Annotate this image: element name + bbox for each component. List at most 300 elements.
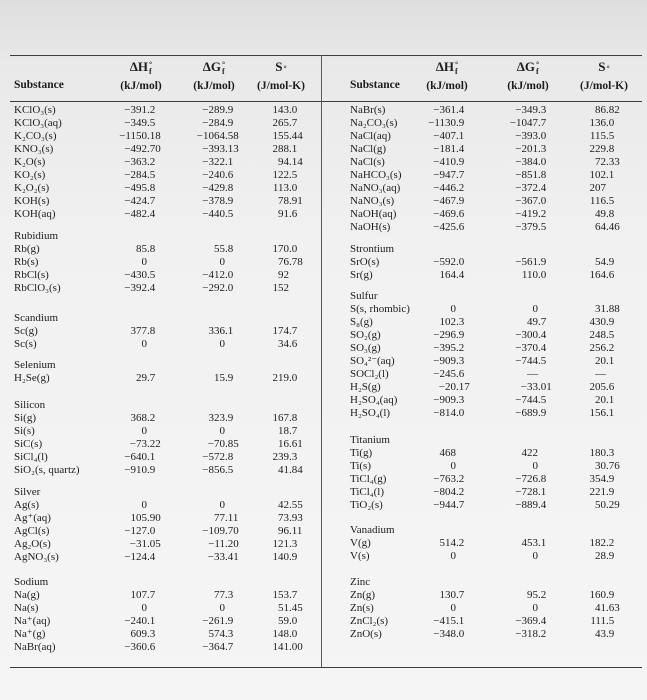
enthalpy-value: [396, 394, 476, 407]
substance-name: H₂SO₄(l): [350, 406, 391, 419]
fraction-part: .3: [225, 588, 234, 601]
fraction-part: .3: [456, 315, 465, 328]
integer-part: 265: [272, 116, 289, 129]
fraction-part: .93: [289, 511, 303, 524]
enthalpy-value: [87, 156, 167, 169]
entropy-value: [229, 372, 309, 385]
fraction-part: .1: [538, 485, 547, 498]
column-unit: (J/mol-K): [580, 80, 628, 92]
integer-part: 182: [589, 536, 606, 549]
entropy-value: [546, 269, 626, 282]
substance-name: Rb(s): [14, 255, 39, 268]
substance-name: NaCl(s): [350, 155, 385, 168]
fraction-part: .0: [147, 524, 156, 537]
integer-part: −360: [124, 640, 147, 653]
fraction-part: .88: [606, 302, 620, 315]
degree-mark: °: [455, 60, 459, 70]
enthalpy-value: [87, 143, 167, 156]
substance-name: NaNO₃(aq): [350, 181, 401, 194]
table-row: [320, 628, 647, 641]
table-row: [0, 130, 320, 143]
substance-name: KO₂(s): [14, 168, 46, 181]
fraction-part: .63: [606, 601, 620, 614]
integer-part: −322: [202, 155, 225, 168]
integer-part: 91: [278, 207, 289, 220]
integer-part: 155: [272, 129, 289, 142]
table-row: [0, 338, 320, 351]
fraction-part: .5: [538, 354, 547, 367]
integer-part: 18: [278, 424, 289, 437]
integer-part: 136: [589, 116, 606, 129]
entropy-value: [229, 425, 309, 438]
integer-part: −763: [433, 472, 456, 485]
integer-part: 34: [278, 337, 289, 350]
enthalpy-value: [87, 512, 167, 525]
fraction-part: .55: [289, 498, 303, 511]
enthalpy-value: [396, 615, 476, 628]
integer-part: −349: [515, 103, 538, 116]
integer-part: −407: [433, 129, 456, 142]
integer-part: 167: [272, 411, 289, 424]
substance-name: KOH(s): [14, 194, 50, 207]
fraction-part: .4: [538, 328, 547, 341]
fraction-part: .7: [289, 116, 298, 129]
fraction-part: .0: [606, 116, 615, 129]
group-heading-row: [0, 312, 320, 325]
integer-part: −73: [129, 437, 147, 450]
degree-mark: °: [222, 60, 226, 70]
fraction-part: .6: [225, 168, 234, 181]
fraction-part: .7: [147, 194, 156, 207]
integer-part: 51: [278, 601, 289, 614]
group-heading: Scandium: [14, 311, 58, 324]
integer-part: −744: [515, 393, 538, 406]
fraction-part: .45: [289, 601, 303, 614]
fraction-part: .4: [147, 550, 156, 563]
integer-part: −20: [438, 380, 456, 393]
enthalpy-value: [87, 256, 167, 269]
fraction-part: .9: [606, 255, 615, 268]
substance-name: KClO₃(s): [14, 103, 56, 116]
entropy-value: [546, 499, 626, 512]
fraction-part: .7: [289, 588, 298, 601]
fraction-part: .2: [606, 341, 615, 354]
fraction-part: .7: [289, 324, 298, 337]
element-group: [0, 312, 320, 351]
substance-name: Zn(s): [350, 601, 374, 614]
entropy-value: [546, 602, 626, 615]
substance-name: Si(s): [14, 424, 35, 437]
integer-part: 50: [595, 498, 606, 511]
substance-name: Sc(s): [14, 337, 37, 350]
integer-part: 122: [272, 168, 289, 181]
integer-part: 42: [278, 498, 289, 511]
fraction-part: .90: [147, 511, 161, 524]
element-group: [0, 399, 320, 477]
fraction-part: .3: [606, 446, 615, 459]
integer-part: −1064: [196, 129, 225, 142]
fraction-part: .5: [606, 129, 615, 142]
degree-mark: °: [283, 63, 287, 73]
integer-part: −369: [515, 614, 538, 627]
table-row: [0, 117, 320, 130]
formation-subscript: f: [536, 67, 539, 77]
substance-header: Substance: [350, 79, 400, 91]
fraction-part: .3: [456, 354, 465, 367]
fraction-part: .8: [147, 181, 156, 194]
integer-part: 164: [439, 268, 456, 281]
fraction-part: .5: [606, 614, 615, 627]
element-group: [320, 524, 647, 563]
integer-part: −33: [520, 380, 538, 393]
substance-name: V(g): [350, 536, 371, 549]
integer-part: −415: [433, 614, 456, 627]
fraction-part: .0: [538, 155, 547, 168]
integer-part: 0: [141, 424, 147, 437]
entropy-value: [229, 256, 309, 269]
entropy-value: [546, 381, 626, 394]
integer-part: 0: [219, 337, 225, 350]
table-row: [0, 282, 320, 295]
symbol-text: ΔG: [202, 59, 222, 74]
fraction-part: .7: [147, 588, 156, 601]
integer-part: −31: [129, 537, 147, 550]
integer-part: 113: [272, 181, 289, 194]
fraction-part: .11: [225, 511, 239, 524]
fraction-part: .3: [538, 103, 547, 116]
integer-part: 116: [589, 194, 606, 207]
integer-part: 54: [595, 255, 606, 268]
entropy-value: [546, 256, 626, 269]
integer-part: 156: [589, 406, 606, 419]
integer-part: −856: [202, 463, 225, 476]
enthalpy-value: [87, 169, 167, 182]
entropy-value: [229, 182, 309, 195]
fraction-part: .9: [225, 614, 234, 627]
integer-part: 0: [141, 255, 147, 268]
entropy-value: [229, 338, 309, 351]
table-row: [0, 425, 320, 438]
fraction-part: .1: [606, 393, 615, 406]
integer-part: 16: [278, 437, 289, 450]
substance-name: AgNO₃(s): [14, 550, 59, 563]
fraction-part: .5: [606, 194, 615, 207]
table-row: [320, 473, 647, 486]
fraction-part: .2: [147, 103, 156, 116]
table-row: [0, 143, 320, 156]
integer-part: −289: [202, 103, 225, 116]
element-group: [0, 576, 320, 654]
integer-part: 20: [595, 393, 606, 406]
fraction-part: .13: [225, 142, 239, 155]
fraction-part: .1: [289, 142, 298, 155]
table-row: [320, 447, 647, 460]
enthalpy-value: [396, 460, 476, 473]
table-row: [320, 537, 647, 550]
integer-part: 336: [208, 324, 225, 337]
fraction-part: .6: [456, 207, 465, 220]
column-unit: (kJ/mol): [120, 80, 162, 92]
entropy-value: [546, 473, 626, 486]
integer-part: 430: [589, 315, 606, 328]
entropy-value: [546, 407, 626, 420]
enthalpy-value: [396, 156, 476, 169]
entropy-value: [229, 512, 309, 525]
table-row: [320, 381, 647, 394]
substance-name: Sc(g): [14, 324, 38, 337]
integer-part: −370: [515, 341, 538, 354]
fraction-part: .0: [456, 255, 465, 268]
fraction-part: .0: [289, 371, 298, 384]
enthalpy-value: [396, 602, 476, 615]
integer-part: 164: [589, 268, 606, 281]
table-row: [0, 641, 320, 654]
fraction-part: .0: [289, 181, 298, 194]
fraction-part: .0: [225, 281, 234, 294]
enthalpy-value: [396, 117, 476, 130]
integer-part: 102: [589, 168, 606, 181]
table-row: [320, 394, 647, 407]
enthalpy-value: [87, 628, 167, 641]
integer-part: −640: [124, 450, 147, 463]
table-row: [320, 156, 647, 169]
fraction-part: .8: [606, 207, 615, 220]
table-row: [0, 325, 320, 338]
integer-part: −430: [124, 268, 147, 281]
integer-part: −1130: [428, 116, 456, 129]
table-row: [0, 256, 320, 269]
fraction-part: .8: [147, 242, 156, 255]
substance-name: ZnCl₂(s): [350, 614, 389, 627]
integer-part: −300: [515, 328, 538, 341]
table-row: [320, 208, 647, 221]
fraction-part: .5: [225, 207, 234, 220]
enthalpy-value: [396, 628, 476, 641]
enthalpy-value: [396, 355, 476, 368]
integer-part: −944: [433, 498, 456, 511]
substance-name: NaBr(s): [350, 103, 386, 116]
enthalpy-value: [396, 381, 476, 394]
table-row: [320, 486, 647, 499]
fraction-part: .70: [147, 142, 161, 155]
table-row: [0, 269, 320, 282]
substance-name: Ti(g): [350, 446, 373, 459]
fraction-part: .2: [538, 207, 547, 220]
symbol-text: ΔH: [435, 59, 455, 74]
entropy-value: [229, 464, 309, 477]
fraction-part: .2: [456, 341, 465, 354]
integer-part: −424: [124, 194, 147, 207]
fraction-part: .58: [225, 129, 239, 142]
fraction-part: .9: [456, 194, 465, 207]
fraction-part: .9: [289, 550, 298, 563]
group-heading-row: [0, 486, 320, 499]
table-row: [320, 143, 647, 156]
entropy-value: [229, 156, 309, 169]
table-row: [0, 615, 320, 628]
substance-name: SiO₂(s, quartz): [14, 463, 80, 476]
integer-part: −384: [515, 155, 538, 168]
fraction-part: .8: [538, 472, 547, 485]
fraction-part: .0: [538, 129, 547, 142]
entropy-value: [546, 156, 626, 169]
entropy-value: [229, 412, 309, 425]
integer-part: 77: [214, 511, 225, 524]
fraction-part: .0: [289, 627, 298, 640]
entropy-value: [229, 130, 309, 143]
integer-part: 92: [278, 268, 289, 281]
fraction-part: .4: [147, 207, 156, 220]
symbol-text: ΔH: [129, 59, 149, 74]
table-row: [320, 117, 647, 130]
integer-part: 219: [272, 371, 289, 384]
substance-name: TiCl₄(g): [350, 472, 387, 485]
fraction-part: .17: [456, 380, 470, 393]
table-row: [320, 130, 647, 143]
substance-name: S₈(g): [350, 315, 373, 328]
integer-part: −728: [515, 485, 538, 498]
table-row: [320, 589, 647, 602]
substance-name: KNO₃(s): [14, 142, 54, 155]
fraction-part: .5: [538, 220, 547, 233]
integer-part: −284: [124, 168, 147, 181]
formation-subscript: f: [149, 67, 152, 77]
fraction-part: .9: [147, 463, 156, 476]
fraction-part: .6: [289, 337, 298, 350]
integer-part: 0: [532, 549, 538, 562]
integer-part: 609: [130, 627, 147, 640]
element-group: [320, 290, 647, 420]
integer-part: 29: [136, 371, 147, 384]
entropy-value: [546, 394, 626, 407]
table-half-left: [0, 0, 320, 700]
formation-subscript: f: [455, 67, 458, 77]
group-heading: Rubidium: [14, 229, 59, 242]
fraction-part: .5: [606, 328, 615, 341]
substance-name: K₂O₂(s): [14, 181, 50, 194]
entropy-value: [229, 282, 309, 295]
table-row: [0, 195, 320, 208]
group-heading: Selenium: [14, 358, 56, 371]
table-half-right: [320, 0, 647, 700]
integer-part: 0: [450, 549, 456, 562]
fraction-part: .8: [225, 450, 234, 463]
substance-name: SOCl₂(l): [350, 367, 389, 380]
fraction-part: .6: [456, 220, 465, 233]
integer-part: 205: [589, 380, 606, 393]
enthalpy-value: [396, 195, 476, 208]
integer-part: −261: [202, 614, 225, 627]
fraction-part: .22: [147, 437, 161, 450]
entropy-value: [546, 355, 626, 368]
substance-name: NaOH(s): [350, 220, 391, 233]
integer-part: 0: [141, 498, 147, 511]
integer-part: 85: [136, 242, 147, 255]
group-heading-row: [320, 434, 647, 447]
integer-part: 207: [589, 181, 606, 194]
fraction-part: .7: [538, 116, 547, 129]
table-row: [0, 372, 320, 385]
element-group: [320, 243, 647, 282]
substance-name: SiC(s): [14, 437, 43, 450]
fraction-part: .2: [456, 485, 465, 498]
enthalpy-value: [87, 525, 167, 538]
column-unit: (kJ/mol): [193, 80, 235, 92]
substance-name: Ag(s): [14, 498, 40, 511]
entropy-value: [229, 169, 309, 182]
integer-part: 0: [450, 601, 456, 614]
integer-part: 28: [595, 549, 606, 562]
integer-part: −395: [433, 341, 456, 354]
table-row: [320, 221, 647, 234]
table-row: [320, 329, 647, 342]
fraction-part: .6: [606, 268, 615, 281]
integer-part: −70: [207, 437, 225, 450]
element-group: [0, 104, 320, 221]
table-row: [0, 525, 320, 538]
integer-part: −744: [515, 354, 538, 367]
entropy-value: [546, 329, 626, 342]
integer-part: 77: [214, 588, 225, 601]
fraction-part: .9: [606, 627, 615, 640]
enthalpy-value: [396, 182, 476, 195]
enthalpy-value: [396, 447, 476, 460]
entropy-value: [229, 641, 309, 654]
element-group: [0, 230, 320, 295]
integer-part: −363: [124, 155, 147, 168]
integer-part: 94: [278, 155, 289, 168]
integer-part: 55: [214, 242, 225, 255]
integer-part: 41: [278, 463, 289, 476]
integer-part: 96: [278, 524, 289, 537]
entropy-value: [546, 342, 626, 355]
integer-part: 0: [219, 424, 225, 437]
fraction-part: .9: [606, 549, 615, 562]
entropy-value: [546, 316, 626, 329]
substance-name: Ag⁺(aq): [14, 511, 51, 524]
substance-name: Zn(g): [350, 588, 376, 601]
fraction-part: .3: [538, 142, 547, 155]
fraction-part: .5: [538, 393, 547, 406]
table-row: [320, 104, 647, 117]
integer-part: 141: [272, 640, 289, 653]
substance-name: RbCl(s): [14, 268, 49, 281]
integer-part: −467: [433, 194, 456, 207]
substance-name: SO₂(g): [350, 328, 381, 341]
fraction-part: .44: [289, 129, 303, 142]
integer-part: −393: [515, 129, 538, 142]
table-row: [320, 169, 647, 182]
entropy-value: [546, 130, 626, 143]
group-heading: Zinc: [350, 575, 371, 588]
integer-part: 20: [595, 354, 606, 367]
integer-part: −391: [124, 103, 147, 116]
entropy-value: [546, 169, 626, 182]
integer-part: −379: [515, 220, 538, 233]
fraction-part: .9: [456, 116, 465, 129]
fraction-part: .2: [147, 155, 156, 168]
entropy-value: [229, 499, 309, 512]
fraction-part: .4: [538, 498, 547, 511]
table-row: [0, 538, 320, 551]
table-row: [320, 407, 647, 420]
degree-mark: °: [536, 60, 540, 70]
substance-name: TiO₂(s): [350, 498, 383, 511]
fraction-part: .76: [606, 459, 620, 472]
substance-name: SO₄²⁻(aq): [350, 354, 395, 367]
enthalpy-value: [396, 473, 476, 486]
group-heading: Vanadium: [350, 523, 395, 536]
